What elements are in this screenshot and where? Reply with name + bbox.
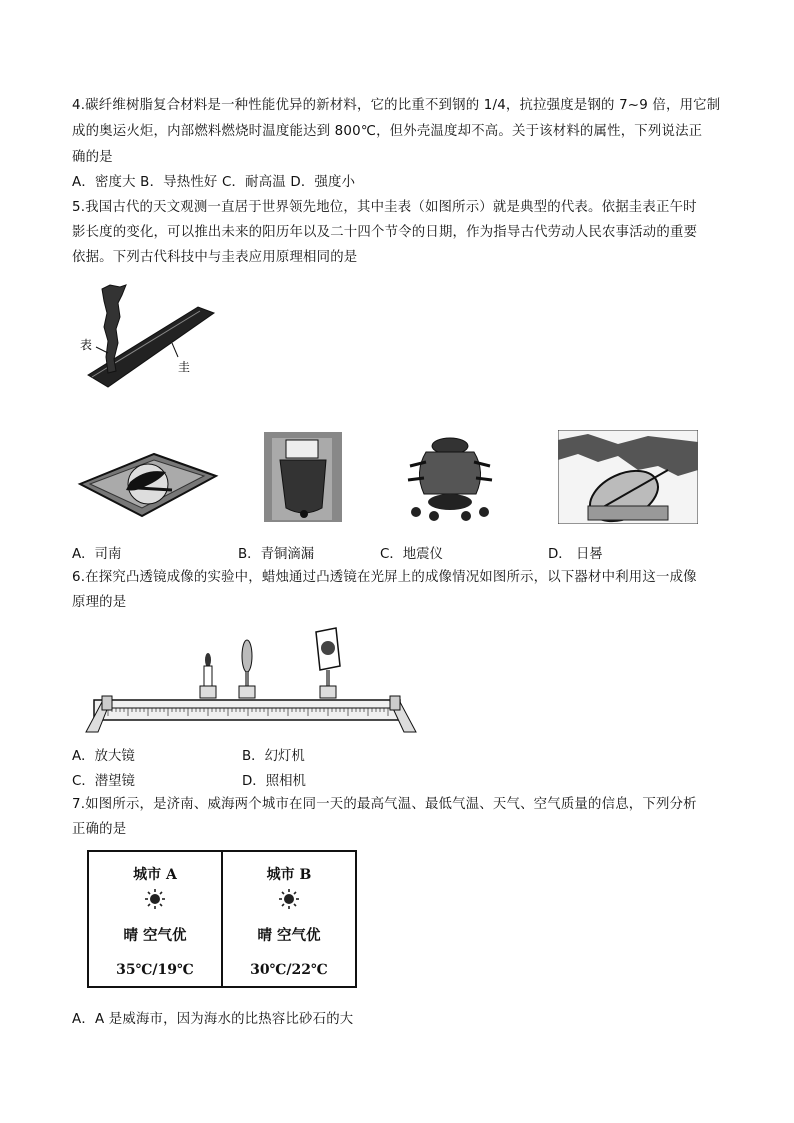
q6-line-2: 原理的是 [72, 595, 127, 610]
city-b-weather: 晴 空气优 [257, 927, 321, 944]
q6-option-d: D．照相机 [242, 774, 306, 789]
sun-icon [144, 888, 166, 910]
city-b-name: 城市 B [266, 867, 312, 883]
q6-option-b: B．幻灯机 [242, 749, 305, 764]
q4-line-2: 成的奥运火炬，内部燃料燃烧时温度能达到 800℃，但外壳温度却不高。关于该材料的属性，下列说法正 [72, 124, 703, 139]
gui-label: 圭 [178, 360, 191, 374]
q6-line-1: 6.在探究凸透镜成像的实验中，蜡烛通过凸透镜在光屏上的成像情况如图所示，以下器材中利用这一成像 [72, 570, 697, 585]
guibiao-figure [80, 283, 220, 398]
city-b-temp: 30℃/22℃ [250, 962, 328, 978]
clepsydra-figure [264, 432, 342, 522]
light-screen [316, 628, 340, 698]
q4-line-1: 4.碳纤维树脂复合材料是一种性能优异的新材料，它的比重不到钢的 1/4，抗拉强度是钢的 7~9 倍，用它制 [72, 98, 721, 113]
clepsydra-lid [286, 440, 318, 458]
q6-option-a: A．放大镜 [72, 749, 135, 764]
candle [200, 653, 216, 698]
q4-line-3: 确的是 [72, 150, 113, 165]
biao-label: 表 [80, 338, 93, 352]
q5-option-b: B．青铜滴漏 [238, 547, 315, 562]
city-a-temp: 35℃/19℃ [116, 962, 194, 978]
clepsydra-vessel [280, 460, 326, 513]
seismoscope-body [419, 452, 480, 494]
q6-option-c: C．潜望镜 [72, 774, 135, 789]
q5-line-3: 依据。下列古代科技中与圭表应用原理相同的是 [72, 250, 358, 265]
q7-option-a: A．A 是威海市，因为海水的比热容比砂石的大 [72, 1012, 354, 1027]
city-a-name: 城市 A [133, 867, 177, 883]
sundial-figure [558, 430, 698, 524]
q7-line-1: 7.如图所示，是济南、威海两个城市在同一天的最高气温、最低气温、天气、空气质量的信息，下列分析 [72, 797, 697, 812]
q4-options: A．密度大 B．导热性好 C．耐高温 D．强度小 [72, 175, 356, 190]
city-weather-table [87, 850, 357, 988]
q5-line-1: 5.我国古代的天文观测一直居于世界领先地位，其中圭表（如图所示）就是典型的代表。依据圭表正午时 [72, 200, 697, 215]
q5-line-2: 影长度的变化，可以推出未来的阳历年以及二十四个节令的日期，作为指导古代劳动人民农事活动的重要 [72, 225, 698, 240]
optical-bench-figure [84, 626, 420, 736]
seismoscope-figure [400, 432, 500, 524]
convex-lens [239, 640, 255, 698]
q5-option-c: C．地震仪 [380, 547, 443, 562]
q5-option-a: A．司南 [72, 547, 122, 562]
city-a-weather: 晴 空气优 [123, 927, 187, 944]
sinan-figure [76, 446, 220, 522]
sun-icon [278, 888, 300, 910]
q7-line-2: 正确的是 [72, 822, 127, 837]
city-a-cell [89, 852, 221, 986]
q5-option-d: D． 日晷 [548, 547, 603, 562]
city-b-cell [221, 852, 355, 986]
